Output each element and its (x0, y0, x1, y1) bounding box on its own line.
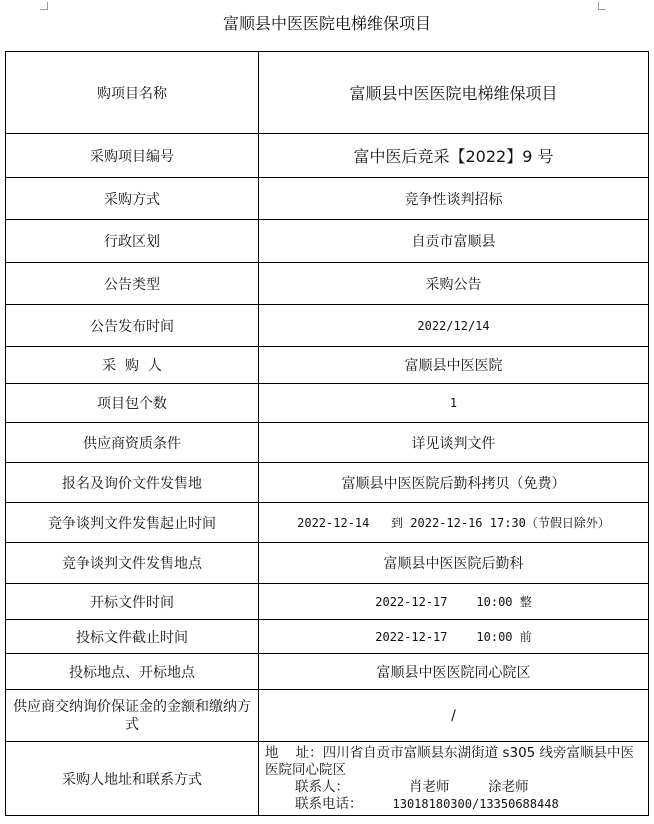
row-label: 公告类型 (6, 263, 259, 305)
row-value: / (259, 690, 649, 742)
table-row (6, 347, 649, 384)
table-row (6, 52, 649, 134)
row-value: 富顺县中医医院同心院区 (259, 654, 649, 690)
table-row (6, 690, 649, 742)
row-label: 采 购 人 (6, 347, 259, 384)
table-row (6, 584, 649, 620)
row-label: 项目包个数 (6, 384, 259, 423)
row-value: 自贡市富顺县 (259, 220, 649, 263)
row-label: 采购项目编号 (6, 134, 259, 178)
row-value: 1 (259, 384, 649, 423)
table-row (6, 620, 649, 654)
row-value: 2022-12-17 10:00 前 (259, 620, 649, 654)
row-value: 竞争性谈判招标 (259, 178, 649, 220)
row-value: 2022-12-14 到 2022-12-16 17:30（节假日除外） (259, 503, 649, 543)
table-row (6, 305, 649, 347)
row-value: 富顺县中医医院电梯维保项目 (259, 52, 649, 134)
row-label: 公告发布时间 (6, 305, 259, 347)
contact-phone-value: 13018180300/13350688448 (392, 796, 559, 811)
page-corner-mark-left (40, 2, 48, 10)
document-title: 富顺县中医医院电梯维保项目 (222, 14, 431, 33)
page-corner-mark-right (598, 2, 606, 10)
row-value: 详见谈判文件 (259, 423, 649, 463)
row-label: 竞争谈判文件发售起止时间 (6, 503, 259, 543)
table-row (6, 384, 649, 423)
table-row (6, 463, 649, 503)
row-label: 报名及询价文件发售地 (6, 463, 259, 503)
table-row (6, 503, 649, 543)
row-label: 供应商交纳询价保证金的金额和缴纳方式 (6, 690, 259, 742)
contact-phone-line (265, 796, 642, 813)
row-label: 投标文件截止时间 (6, 620, 259, 654)
table-row (6, 134, 649, 178)
row-value: 富中医后竞采【2022】9 号 (259, 134, 649, 178)
row-label: 采购方式 (6, 178, 259, 220)
row-label: 投标地点、开标地点 (6, 654, 259, 690)
contact-person-line (265, 779, 642, 796)
row-value: 富顺县中医医院 (259, 347, 649, 384)
row-value: 富顺县中医医院后勤科拷贝（免费） (259, 463, 649, 503)
contact-info-cell (259, 742, 649, 816)
contact-person-names: 肖老师 涂老师 (409, 778, 529, 795)
table-row (6, 220, 649, 263)
table-row (6, 423, 649, 463)
contact-phone-label: 联系电话： (295, 795, 363, 812)
contact-person-label: 联系人： (295, 778, 349, 795)
row-label: 购项目名称 (6, 52, 259, 134)
table-row (6, 178, 649, 220)
row-label: 行政区划 (6, 220, 259, 263)
table-row-contact (6, 742, 649, 816)
row-label: 供应商资质条件 (6, 423, 259, 463)
row-value: 2022-12-17 10:00 整 (259, 584, 649, 620)
procurement-info-table (5, 51, 649, 816)
row-value: 富顺县中医医院后勤科 (259, 543, 649, 584)
row-value: 2022/12/14 (259, 305, 649, 347)
row-label: 开标文件时间 (6, 584, 259, 620)
table-row (6, 654, 649, 690)
row-label: 竞争谈判文件发售地点 (6, 543, 259, 584)
row-value: 采购公告 (259, 263, 649, 305)
table-row (6, 263, 649, 305)
row-label: 采购人地址和联系方式 (6, 742, 259, 816)
address-text: 地 址：四川省自贡市富顺县东湖街道 s305 线旁富顺县中医医院同心院区 (265, 744, 635, 778)
table-row (6, 543, 649, 584)
